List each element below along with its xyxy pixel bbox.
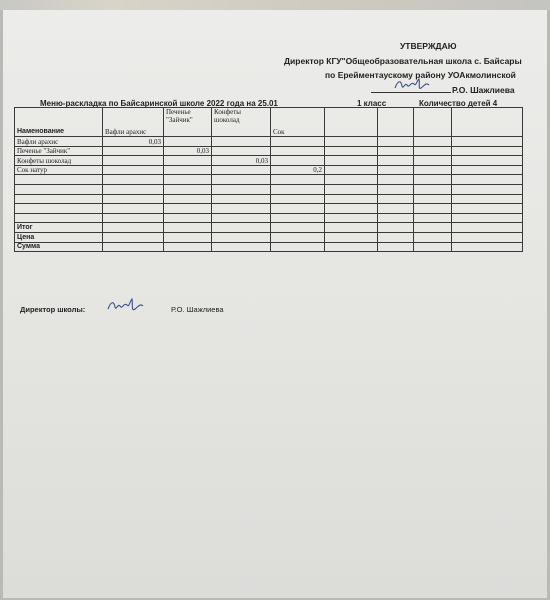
table-cell — [103, 223, 164, 233]
table-cell — [164, 223, 212, 233]
column-header: Вафли арахис — [103, 108, 164, 137]
row-label — [15, 184, 103, 194]
row-label — [15, 204, 103, 214]
menu-title: Меню-раскладка по Байсаринской школе 2022 года на 25.01 — [40, 99, 278, 108]
table-cell — [271, 204, 325, 214]
table-cell — [103, 175, 164, 185]
table-cell — [414, 223, 452, 233]
table-cell: 0,2 — [271, 165, 325, 175]
table-cell — [271, 223, 325, 233]
top-edge — [0, 0, 550, 10]
table-cell — [164, 213, 212, 223]
approval-line-1: Директор КГУ"Общеобразовательная школа с. Байсары — [284, 56, 522, 66]
table-cell — [103, 194, 164, 204]
table-cell — [452, 137, 523, 147]
table-cell — [414, 156, 452, 166]
table-cell — [103, 165, 164, 175]
table-cell — [212, 204, 271, 214]
column-header: Конфеты шоколад — [212, 108, 271, 137]
table-cell — [452, 146, 523, 156]
column-header — [414, 108, 452, 137]
table-cell — [212, 223, 271, 233]
table-cell — [103, 204, 164, 214]
table-cell — [452, 223, 523, 233]
table-cell — [325, 146, 378, 156]
table-cell — [325, 175, 378, 185]
table-cell — [164, 184, 212, 194]
table-cell: 0,03 — [103, 137, 164, 147]
table-cell — [164, 194, 212, 204]
table-cell — [103, 146, 164, 156]
table-cell — [212, 194, 271, 204]
table-cell — [164, 165, 212, 175]
table-cell — [325, 204, 378, 214]
table-cell — [325, 184, 378, 194]
table-cell — [414, 137, 452, 147]
table-cell — [378, 213, 414, 223]
table-cell — [414, 242, 452, 252]
table-cell — [414, 232, 452, 242]
table-cell — [452, 204, 523, 214]
table-row — [15, 194, 523, 204]
row-label: Итог — [15, 223, 103, 233]
footer-director-label: Директор школы: — [20, 305, 86, 314]
approval-title: УТВЕРЖДАЮ — [400, 41, 457, 51]
table-cell — [378, 165, 414, 175]
column-header: Печенье "Зайчик" — [164, 108, 212, 137]
table-cell — [271, 194, 325, 204]
table-cell — [164, 232, 212, 242]
table-cell — [378, 175, 414, 185]
row-label — [15, 175, 103, 185]
table-cell — [378, 194, 414, 204]
table-cell — [452, 232, 523, 242]
table-cell — [271, 232, 325, 242]
column-header: Наменование — [15, 108, 103, 137]
table-row — [15, 242, 523, 252]
table-row — [15, 223, 523, 233]
table-cell — [378, 156, 414, 166]
table-cell — [378, 204, 414, 214]
signature-line — [371, 92, 451, 93]
table-cell — [325, 242, 378, 252]
table-cell — [325, 165, 378, 175]
table-cell — [212, 213, 271, 223]
table-row — [15, 213, 523, 223]
table-cell: 0,03 — [164, 146, 212, 156]
column-header — [325, 108, 378, 137]
table-cell — [414, 204, 452, 214]
table-cell — [164, 137, 212, 147]
table-cell — [103, 232, 164, 242]
table-cell — [414, 184, 452, 194]
table-cell — [212, 165, 271, 175]
table-row — [15, 137, 523, 147]
table-cell — [164, 156, 212, 166]
table-cell — [378, 146, 414, 156]
menu-table — [14, 107, 523, 252]
grade-label: 1 класс — [357, 99, 387, 108]
table-cell — [414, 146, 452, 156]
table-cell — [378, 232, 414, 242]
footer-signature — [106, 296, 146, 316]
table-cell — [378, 223, 414, 233]
table-cell — [325, 232, 378, 242]
table-row — [15, 184, 523, 194]
table-cell — [452, 184, 523, 194]
table-cell — [378, 242, 414, 252]
table-cell — [271, 146, 325, 156]
table-row — [15, 175, 523, 185]
table-cell — [452, 175, 523, 185]
row-label — [15, 194, 103, 204]
column-header: Сок — [271, 108, 325, 137]
table-cell — [212, 146, 271, 156]
row-label: Сумма — [15, 242, 103, 252]
table-row — [15, 204, 523, 214]
table-header-row — [15, 108, 523, 137]
table-cell — [452, 165, 523, 175]
table-cell — [325, 194, 378, 204]
table-row — [15, 165, 523, 175]
table-cell — [164, 242, 212, 252]
table-cell — [271, 184, 325, 194]
row-label: Цена — [15, 232, 103, 242]
table-cell — [271, 137, 325, 147]
approval-name: Р.О. Шажлиева — [452, 85, 515, 95]
table-cell — [103, 184, 164, 194]
table-cell — [212, 184, 271, 194]
table-cell — [452, 242, 523, 252]
table-cell — [212, 175, 271, 185]
table-cell — [164, 175, 212, 185]
table-cell — [414, 194, 452, 204]
table-cell — [271, 242, 325, 252]
table-cell — [325, 223, 378, 233]
table-cell — [325, 137, 378, 147]
row-label: Печенье "Зайчик" — [15, 146, 103, 156]
table-cell — [212, 242, 271, 252]
table-cell — [103, 156, 164, 166]
table-cell — [452, 194, 523, 204]
table-cell — [164, 204, 212, 214]
table-cell — [212, 137, 271, 147]
children-count: Количество детей 4 — [419, 99, 498, 108]
table-cell — [325, 213, 378, 223]
table-cell — [103, 242, 164, 252]
table-cell — [271, 156, 325, 166]
table-row — [15, 156, 523, 166]
table-cell — [414, 175, 452, 185]
table-cell — [271, 175, 325, 185]
column-header — [378, 108, 414, 137]
row-label: Конфеты шоколад — [15, 156, 103, 166]
table-cell: 0,03 — [212, 156, 271, 166]
column-header — [452, 108, 523, 137]
table-row — [15, 146, 523, 156]
row-label: Вафли арахис — [15, 137, 103, 147]
table-cell — [452, 213, 523, 223]
table-row — [15, 232, 523, 242]
table-cell — [212, 232, 271, 242]
footer-director-name: Р.О. Шажлиева — [171, 305, 224, 314]
row-label: Сок натур — [15, 165, 103, 175]
table-cell — [378, 184, 414, 194]
row-label — [15, 213, 103, 223]
table-cell — [414, 165, 452, 175]
table-cell — [271, 213, 325, 223]
table-cell — [414, 213, 452, 223]
table-cell — [103, 213, 164, 223]
table-cell — [325, 156, 378, 166]
table-cell — [378, 137, 414, 147]
table-cell — [452, 156, 523, 166]
table-body — [15, 137, 523, 252]
approval-line-2: по Ерейментаускому району УОАкмолинской — [325, 70, 516, 80]
